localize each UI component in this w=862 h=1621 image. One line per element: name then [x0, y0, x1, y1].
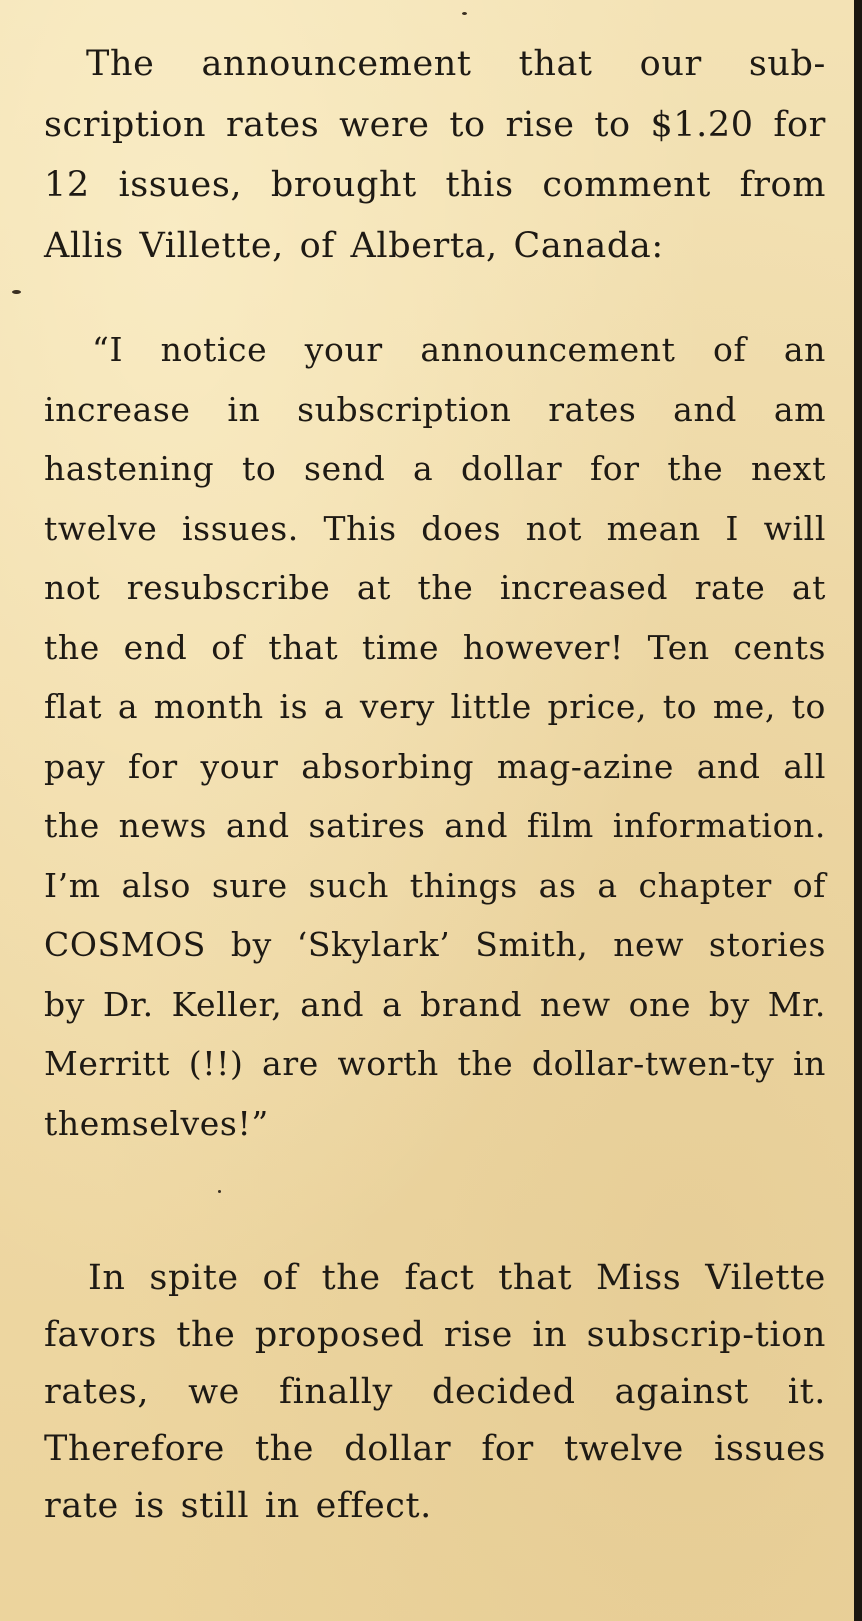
intro-paragraph: The announcement that our sub-scription rates were to rise to $1.20 for 12 issues, brought this comment from Allis Villette, of Alberta, Canada:: [44, 44, 826, 266]
editor-response-paragraph: In spite of the fact that Miss Vilette favors the proposed rise in subscrip-tion rates, we finally decided against it. Therefore the dollar for twelve issues rate is still in effect.: [44, 1258, 826, 1526]
ink-speck: [462, 12, 467, 15]
page-edge-shadow: [854, 0, 862, 1621]
reader-letter-quote: “I notice your announcement of an increase in subscription rates and am hastening to send a dollar for the next twelve issues. This does not mean I will not resubscribe at the increased rate at the end of that time however! Ten cents flat a month is a very little price, to me, to pay for your absorbing mag-azine and all the news and satires and film information. I’m also sure such things as a chapter of COSMOS by ‘Skylark’ Smith, new stories by Dr. Keller, and a brand new one by Mr. Merritt (!!) are worth the dollar-twen-ty in themselves!”: [44, 330, 826, 1143]
ink-speck: [218, 1190, 221, 1193]
ink-speck: [12, 290, 21, 294]
